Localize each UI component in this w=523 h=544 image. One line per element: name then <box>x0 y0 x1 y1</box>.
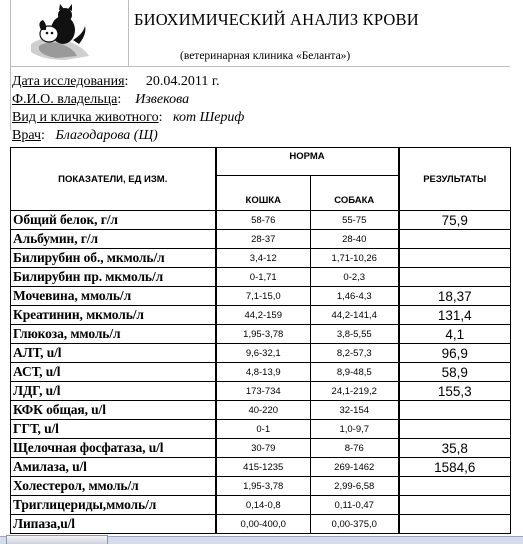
table-row <box>11 230 511 249</box>
info-animal <box>12 110 244 126</box>
indicator-name-cell: Глюкоза, ммоль/л <box>11 325 216 344</box>
info-date <box>12 74 220 90</box>
info-owner-label: Ф.И.О. владельца <box>12 92 118 107</box>
indicator-name-cell: Триглицериды,ммоль/л <box>11 496 216 515</box>
info-animal-label: Вид и кличка животного <box>12 110 159 125</box>
info-owner <box>12 92 189 108</box>
dog-norm-cell: 1,46-4,3 <box>311 287 399 306</box>
dog-norm-cell: 28-40 <box>311 230 399 249</box>
dog-norm-cell: 0,00-375,0 <box>311 515 399 534</box>
cat-norm-cell: 0,14-0,8 <box>216 496 311 515</box>
result-cell <box>399 268 511 287</box>
indicator-name-cell: Холестерол, ммоль/л <box>11 477 216 496</box>
indicator-name-cell: Билирубин пр. мкмоль/л <box>11 268 216 287</box>
cat-norm-cell: 4,8-13,9 <box>216 363 311 382</box>
dog-norm-cell: 8-76 <box>311 439 399 458</box>
info-date-label: Дата исследования <box>12 74 125 89</box>
indicator-name-cell: Амилаза, u/l <box>11 458 216 477</box>
table-row <box>11 382 511 401</box>
indicator-name-cell: Щелочная фосфатаза, u/l <box>11 439 216 458</box>
indicator-name-cell: КФК общая, u/l <box>11 401 216 420</box>
result-cell <box>399 249 511 268</box>
dog-norm-cell: 2,99-6,58 <box>311 477 399 496</box>
dog-norm-cell: 0,11-0,47 <box>311 496 399 515</box>
header-divider-horizontal <box>10 66 510 67</box>
cat-norm-cell: 28-37 <box>216 230 311 249</box>
result-cell: 75,9 <box>399 211 511 230</box>
dog-norm-cell: 8,2-57,3 <box>311 344 399 363</box>
cat-norm-cell: 40-220 <box>216 401 311 420</box>
results-table <box>10 147 511 534</box>
table-row <box>11 439 511 458</box>
info-animal-value: кот Шериф <box>172 110 245 125</box>
table-row <box>11 325 511 344</box>
cat-norm-cell: 44,2-159 <box>216 306 311 325</box>
table-row <box>11 306 511 325</box>
table-row <box>11 249 511 268</box>
cat-norm-cell: 415-1235 <box>216 458 311 477</box>
table-row <box>11 287 511 306</box>
table-header-row <box>11 148 511 176</box>
clinic-logo <box>10 0 129 67</box>
result-cell <box>399 496 511 515</box>
dog-norm-cell: 24,1-219,2 <box>311 382 399 401</box>
result-cell <box>399 477 511 496</box>
cat-norm-cell: 30-79 <box>216 439 311 458</box>
table-row <box>11 344 511 363</box>
table-row <box>11 268 511 287</box>
dog-norm-cell: 269-1462 <box>311 458 399 477</box>
indicator-name-cell: Мочевина, ммоль/л <box>11 287 216 306</box>
table-row <box>11 496 511 515</box>
dog-norm-cell: 0-2,3 <box>311 268 399 287</box>
indicator-name-cell: Альбумин, г/л <box>11 230 216 249</box>
indicator-name-cell: Общий белок, г/л <box>11 211 216 230</box>
norm-column-header: НОРМА <box>216 148 399 176</box>
result-cell: 131,4 <box>399 306 511 325</box>
table-row <box>11 211 511 230</box>
result-cell: 35,8 <box>399 439 511 458</box>
indicator-name-cell: Билирубин об., мкмоль/л <box>11 249 216 268</box>
result-cell <box>399 230 511 249</box>
info-doctor <box>12 128 158 144</box>
info-owner-value: Извекова <box>135 92 190 107</box>
header-divider-vertical <box>10 66 11 130</box>
info-owner-sep: : <box>117 92 122 107</box>
indicator-column-header: ПОКАЗАТЕЛИ, ЕД ИЗМ. <box>11 148 216 211</box>
cat-norm-cell: 1,95-3,78 <box>216 325 311 344</box>
result-cell: 4,1 <box>399 325 511 344</box>
result-cell: 1584,6 <box>399 458 511 477</box>
indicator-name-cell: Липаза,u/l <box>11 515 216 534</box>
cat-and-dog-logo-icon <box>25 4 95 62</box>
dog-norm-cell: 1,0-9,7 <box>311 420 399 439</box>
result-cell <box>399 420 511 439</box>
cat-norm-cell: 9,6-32,1 <box>216 344 311 363</box>
table-row <box>11 477 511 496</box>
cat-norm-cell: 0,00-400,0 <box>216 515 311 534</box>
result-cell: 58,9 <box>399 363 511 382</box>
info-doctor-sep: : <box>41 128 45 143</box>
table-body <box>11 211 511 534</box>
result-cell: 155,3 <box>399 382 511 401</box>
result-cell <box>399 515 511 534</box>
cat-norm-cell: 58-76 <box>216 211 311 230</box>
table-row <box>11 401 511 420</box>
document-title: БИОХИМИЧЕСКИЙ АНАЛИЗ КРОВИ <box>134 10 419 29</box>
table-row <box>11 458 511 477</box>
result-column-header: РЕЗУЛЬТАТЫ <box>399 148 511 211</box>
dog-norm-header: СОБАКА <box>311 176 399 211</box>
clinic-subtitle: (ветеринарная клиника «Беланта») <box>180 50 351 62</box>
info-doctor-value: Благодарова (Щ) <box>55 128 158 143</box>
dog-norm-cell: 32-154 <box>311 401 399 420</box>
cat-norm-header: КОШКА <box>216 176 311 211</box>
indicator-name-cell: ГГТ, u/l <box>11 420 216 439</box>
info-date-value: 20.04.2011 г. <box>145 74 220 89</box>
dog-norm-cell: 8,9-48,5 <box>311 363 399 382</box>
result-cell: 18,37 <box>399 287 511 306</box>
dog-norm-cell: 3,8-5,55 <box>311 325 399 344</box>
cat-norm-cell: 0-1 <box>216 420 311 439</box>
table-row <box>11 515 511 534</box>
info-animal-sep: : <box>158 110 163 125</box>
dog-norm-cell: 55-75 <box>311 211 399 230</box>
dog-norm-cell: 44,2-141,4 <box>311 306 399 325</box>
cat-norm-cell: 173-734 <box>216 382 311 401</box>
result-cell: 96,9 <box>399 344 511 363</box>
cat-norm-cell: 1,95-3,78 <box>216 477 311 496</box>
indicator-name-cell: Креатинин, мкмоль/л <box>11 306 216 325</box>
table-row <box>11 363 511 382</box>
indicator-name-cell: ЛДГ, u/l <box>11 382 216 401</box>
dog-norm-cell: 1,71-10,26 <box>311 249 399 268</box>
info-doctor-label: Врач <box>12 128 42 143</box>
result-cell <box>399 401 511 420</box>
indicator-name-cell: АСТ, u/l <box>11 363 216 382</box>
table-row <box>11 420 511 439</box>
cat-norm-cell: 7,1-15,0 <box>216 287 311 306</box>
cat-norm-cell: 0-1,71 <box>216 268 311 287</box>
indicator-name-cell: АЛТ, u/l <box>11 344 216 363</box>
cat-norm-cell: 3,4-12 <box>216 249 311 268</box>
info-date-sep: : <box>124 74 129 89</box>
